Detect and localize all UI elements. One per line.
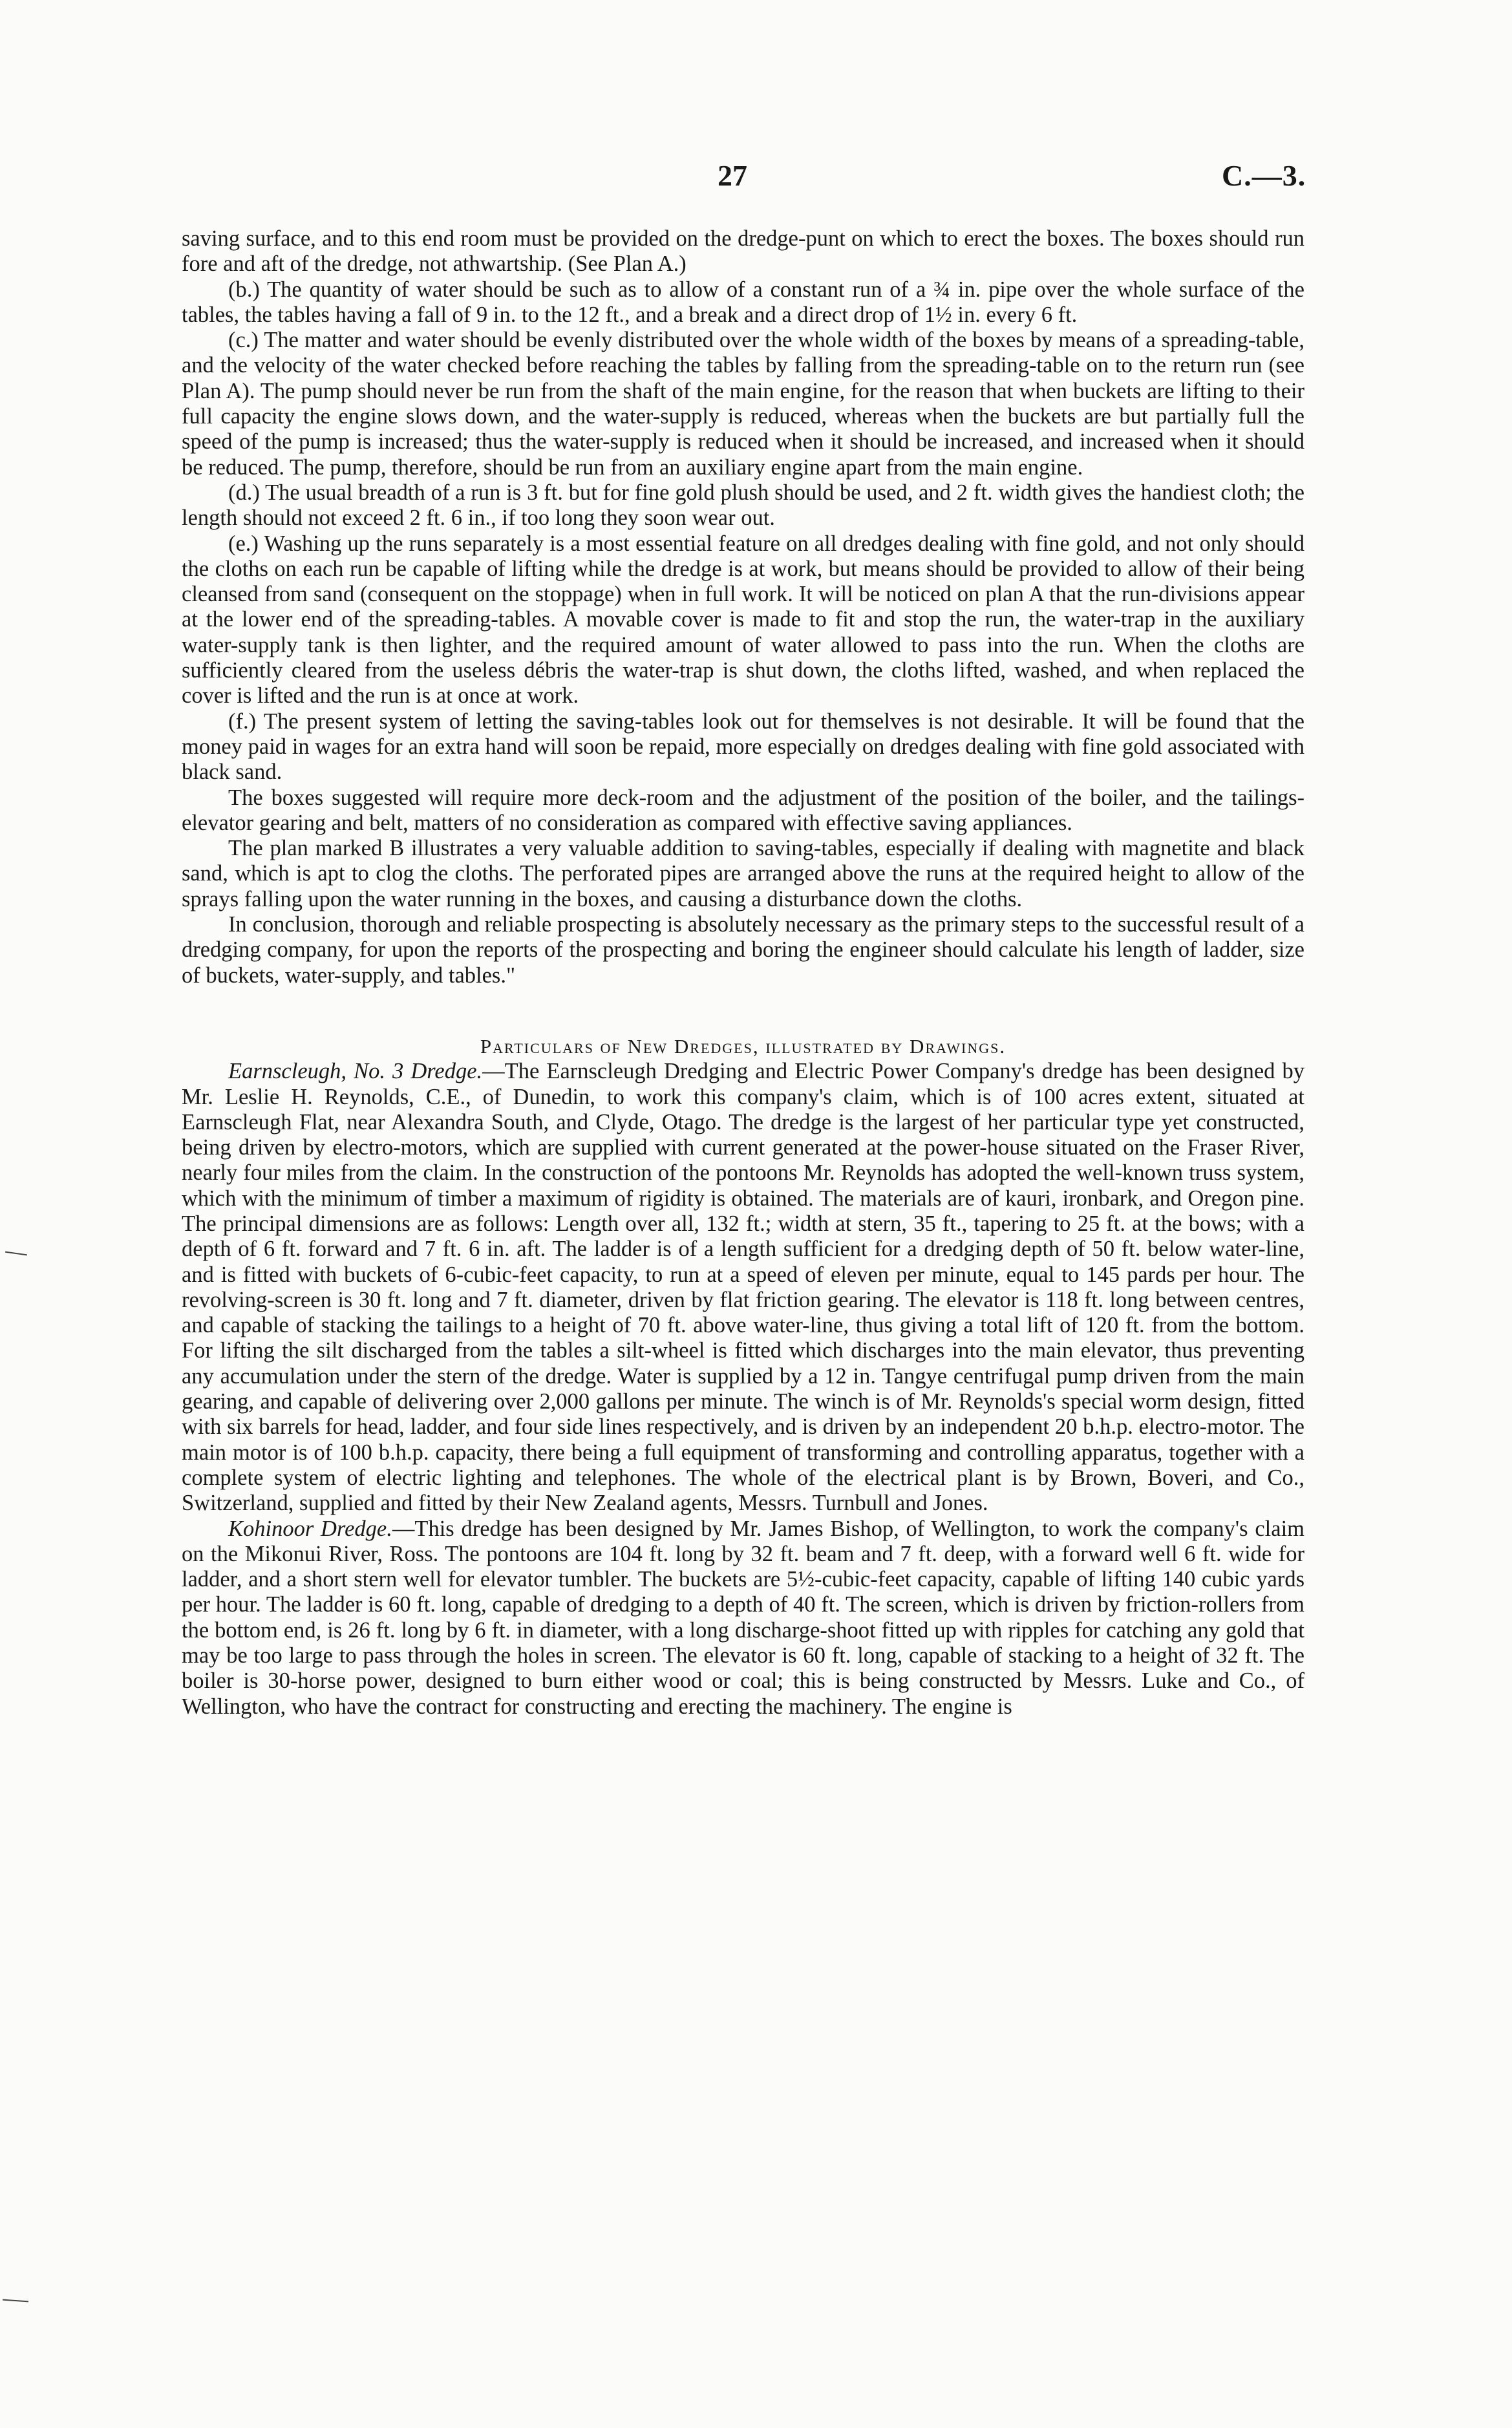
run-in-heading: Earnscleugh, No. 3 Dredge. [228,1059,483,1084]
page-number: 27 [718,159,747,192]
paragraph: (c.) The matter and water should be evenly distributed over the whole width of the boxes by means of a spreading-table, and the velocity of the water checked before reaching the tables by falling from the spreading-table on to the return run (see Plan A). The pump should never be run from the shaft of the main engine, for the reason that when buckets are lifting to their full capacity the engine slows down, and the water-supply is reduced, whereas when the buckets are but partially full the speed of the pump is increased; thus the water-supply is reduced when it should be increased, and increased when it should be reduced. The pump, therefore, should be run from an auxiliary engine apart from the main engine. [182,328,1304,480]
paragraph-kohinoor [182,1517,1304,1720]
paragraph: In conclusion, thorough and reliable prospecting is absolutely necessary as the primary steps to the successful result of a dredging company, for upon the reports of the prospecting and boring the engineer should calculate his length of ladder, size of buckets, water-supply, and tables." [182,912,1304,988]
page-header [0,158,1512,204]
paragraph-text: —This dredge has been designed by Mr. James Bishop, of Wellington, to work the company's claim on the Mikonui River, Ross. The pontoons are 104 ft. long by 32 ft. beam and 7 ft. deep, with a forward well 6 ft. wide for ladder, and a short stern well for elevator tumbler. The buckets are 5½-cubic-feet capacity, capable of lifting 140 cubic yards per hour. The ladder is 60 ft. long, capable of dredging to a depth of 40 ft. The screen, which is driven by friction-rollers from the bottom end, is 26 ft. long by 6 ft. in diameter, with a long discharge-shoot fitted up with ripples for catching any gold that may be too large to pass through the holes in screen. The elevator is 60 ft. long, capable of stacking to a height of 32 ft. The boiler is 30-horse power, designed to burn either wood or coal; this is being constructed by Messrs. Luke and Co., of Wellington, who have the contract for constructing and erecting the machinery. The engine is [182,1516,1304,1719]
body-text [182,226,1304,1720]
paragraph: (b.) The quantity of water should be such as to allow of a constant run of a ¾ in. pipe over the whole surface of the tables, the tables having a fall of 9 in. to the 12 ft., and a break and a direct drop of 1½ in. every 6 ft. [182,277,1304,327]
paragraph: (e.) Washing up the runs separately is a most essential feature on all dredges dealing with fine gold, and not only should the cloths on each run be capable of lifting while the dredge is at work, but means should be provided to allow of their being cleansed from sand (consequent on the stoppage) when in full work. It will be noticed on plan A that the run-divisions appear at the lower end of the spreading-tables. A movable cover is made to fit and stop the run, the water-trap in the auxiliary water-supply tank is then lighter, and the required amount of water allowed to pass into the run. When the cloths are sufficiently cleared from the useless débris the water-trap is shut down, the cloths lifted, washed, and when replaced the cover is lifted and the run is at once at work. [182,531,1304,708]
paragraph: saving surface, and to this end room must be provided on the dredge-punt on which to erect the boxes. The boxes should run fore and aft of the dredge, not athwartship. (See Plan A.) [182,226,1304,277]
paragraph: The plan marked B illustrates a very valuable addition to saving-tables, especially if dealing with magnetite and black sand, which is apt to clog the cloths. The perforated pipes are arranged above the runs at the required height to allow of the sprays falling upon the water running in the boxes, and causing a disturbance down the cloths. [182,836,1304,911]
paragraph: (d.) The usual breadth of a run is 3 ft. but for fine gold plush should be used, and 2 ft. width gives the handiest cloth; the length should not exceed 2 ft. 6 in., if too long they soon wear out. [182,480,1304,531]
paragraph-text: —The Earnscleugh Dredging and Electric Power Company's dredge has been designed by Mr. Leslie H. Reynolds, C.E., of Dunedin, to work this company's claim, which is of 100 acres extent, situated at Earnscleugh Flat, near Alexandra South, and Clyde, Otago. The dredge is the largest of her particular type yet constructed, being driven by electro-motors, which are supplied with current generated at the power-house situated on the Fraser River, nearly four miles from the claim. In the construction of the pontoons Mr. Reynolds has adopted the well-known truss system, which with the minimum of timber a maximum of rigidity is obtained. The materials are of kauri, ironbark, and Oregon pine. The principal dimensions are as follows: Length over all, 132 ft.; width at stern, 35 ft., tapering to 25 ft. at the bows; with a depth of 6 ft. forward and 7 ft. 6 in. aft. The ladder is of a length sufficient for a dredging depth of 50 ft. below water-line, and is fitted with buckets of 6-cubic-feet capacity, to run at a speed of eleven per minute, equal to 145 pards per hour. The revolving-screen is 30 ft. long and 7 ft. diameter, driven by flat friction gearing. The elevator is 118 ft. long between centres, and capable of stacking the tailings to a height of 70 ft. above water-line, thus giving a total lift of 120 ft. from the bottom. For lifting the silt discharged from the tables a silt-wheel is fitted which discharges into the main elevator, thus preventing any accumulation under the stern of the dredge. Water is supplied by a 12 in. Tangye centrifugal pump driven from the main gearing, and capable of delivering over 2,000 gallons per minute. The winch is of Mr. Reynolds's special worm design, fitted with six barrels for head, ladder, and four side lines respectively, and is driven by an independent 20 b.h.p. electro-motor. The main motor is of 100 b.h.p. capacity, there being a full equipment of transforming and controlling apparatus, together with a complete system of electric lighting and telephones. The whole of the electrical plant is by Brown, Boveri, and Co., Switzerland, supplied and fitted by their New Zealand agents, Messrs. Turnbull and Jones. [182,1059,1304,1516]
paragraph-earnscleugh [182,1059,1304,1516]
margin-mark [3,2299,28,2303]
run-in-heading: Kohinoor Dredge. [228,1516,392,1541]
section-gap [182,988,1304,1034]
document-code: C.—3. [1222,159,1306,192]
section-heading: Particulars of New Dredges, illustrated by Drawings. [480,1034,1006,1058]
paragraph: (f.) The present system of letting the saving-tables look out for themselves is not desirable. It will be found that the money paid in wages for an extra hand will soon be repaid, more especially on dredges dealing with fine gold associated with black sand. [182,708,1304,785]
paragraph: The boxes suggested will require more deck-room and the adjustment of the position of the boiler, and the tailings-elevator gearing and belt, matters of no consideration as compared with effective saving appliances. [182,785,1304,835]
margin-mark [5,1251,27,1256]
